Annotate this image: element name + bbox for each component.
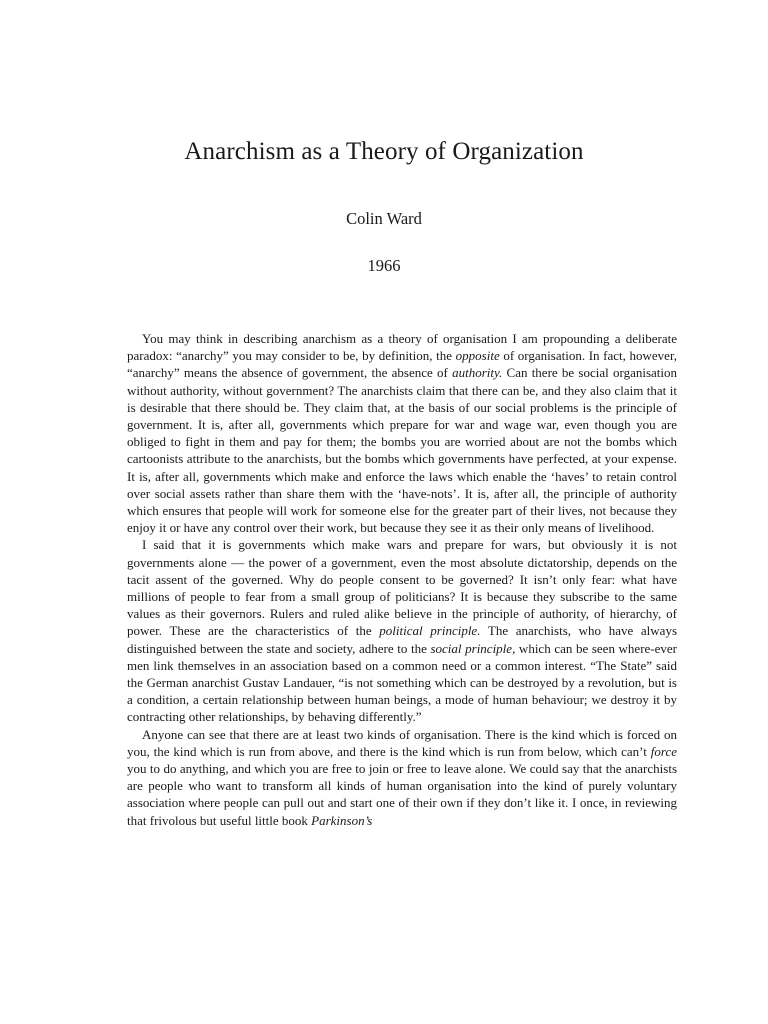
text-run: you to do anything, and which you are free to join or free to leave alone. We could say that the anarchists are people who want to transform all kinds of human organisation into the kind of purely voluntary association where people can pull out and start one of their own if they don’t like it. I once, in reviewing that frivolous but useful little book [127, 761, 677, 828]
document-title: Anarchism as a Theory of Organization [184, 138, 584, 165]
paragraph [127, 330, 677, 536]
italic-text-run: social principle, [430, 640, 516, 656]
text-run: Anyone can see that there are at least two kinds of organisation. There is the kind which is forced on you, the kind which is run from above, and there is the kind which is run from below, which can’t [127, 726, 677, 759]
italic-text-run: opposite [455, 348, 500, 364]
paragraph [127, 536, 677, 725]
body-text [127, 330, 677, 829]
publication-year: 1966 [367, 256, 401, 275]
text-run: Can there be social organisation without authority, without government? The anarchists claim that there can be, and they also claim that it is desirable that there should be. They claim that, at the basis of our social problems is the principle of government. It is, after all, governments which prepare for war and wage war, even though you are obliged to fight in them and pay for them; the bombs you are worried about are not the bombs which cartoonists attribute to the anarchists, but the bombs which governments have perfected, at your expense. It is, after all, governments which make and enforce the laws which enable the ‘haves’ to retain control over social assets rather than share them with the ‘have-nots’. It is, after all, the principle of authority which ensures that people will work for someone else for the greater part of their lives, not because they enjoy it or have any control over their work, but because they see it as their only means of livelihood. [127, 365, 678, 536]
italic-text-run: Parkinson’s [311, 812, 373, 828]
paragraph [127, 726, 677, 829]
italic-text-run: political principle. [379, 623, 481, 639]
text-run: I said that it is governments which make wars and prepare for wars, but obviously it is not governments alone — the power of a government, even the most absolute dictatorship, depends on the tacit assent of the governed. Why do people consent to be governed? It isn’t only fear: what have millions of people to fear from a small group of politicians? It is because they subscribe to the same values as their governors. Rulers and ruled alike believe in the principle of authority, of hierarchy, of power. These are the characteristics of the [127, 537, 677, 639]
text-run: You may think in describing anarchism as a theory of organisation I am propounding a deliberate paradox: “anarchy” you may consider to be, by definition, the [127, 331, 677, 364]
author-name: Colin Ward [346, 209, 422, 228]
text-run: of organisation. In fact, however, “anarchy” means the absence of government, the absence of [127, 348, 677, 381]
text-run: which can be seen where-ever men link themselves in an association based on a common need or a common interest. “The State” said the German anarchist Gustav Landauer, “is not something which can be destroyed by a revolution, but is a condition, a certain relationship between human beings, a mode of human behaviour; we destroy it by contracting other relationships, by behaving differently.” [127, 640, 678, 725]
text-run: The anarchists, who have always distinguished between the state and society, adhere to the [127, 623, 678, 656]
italic-text-run: authority. [452, 365, 503, 381]
italic-text-run: force [650, 743, 677, 759]
